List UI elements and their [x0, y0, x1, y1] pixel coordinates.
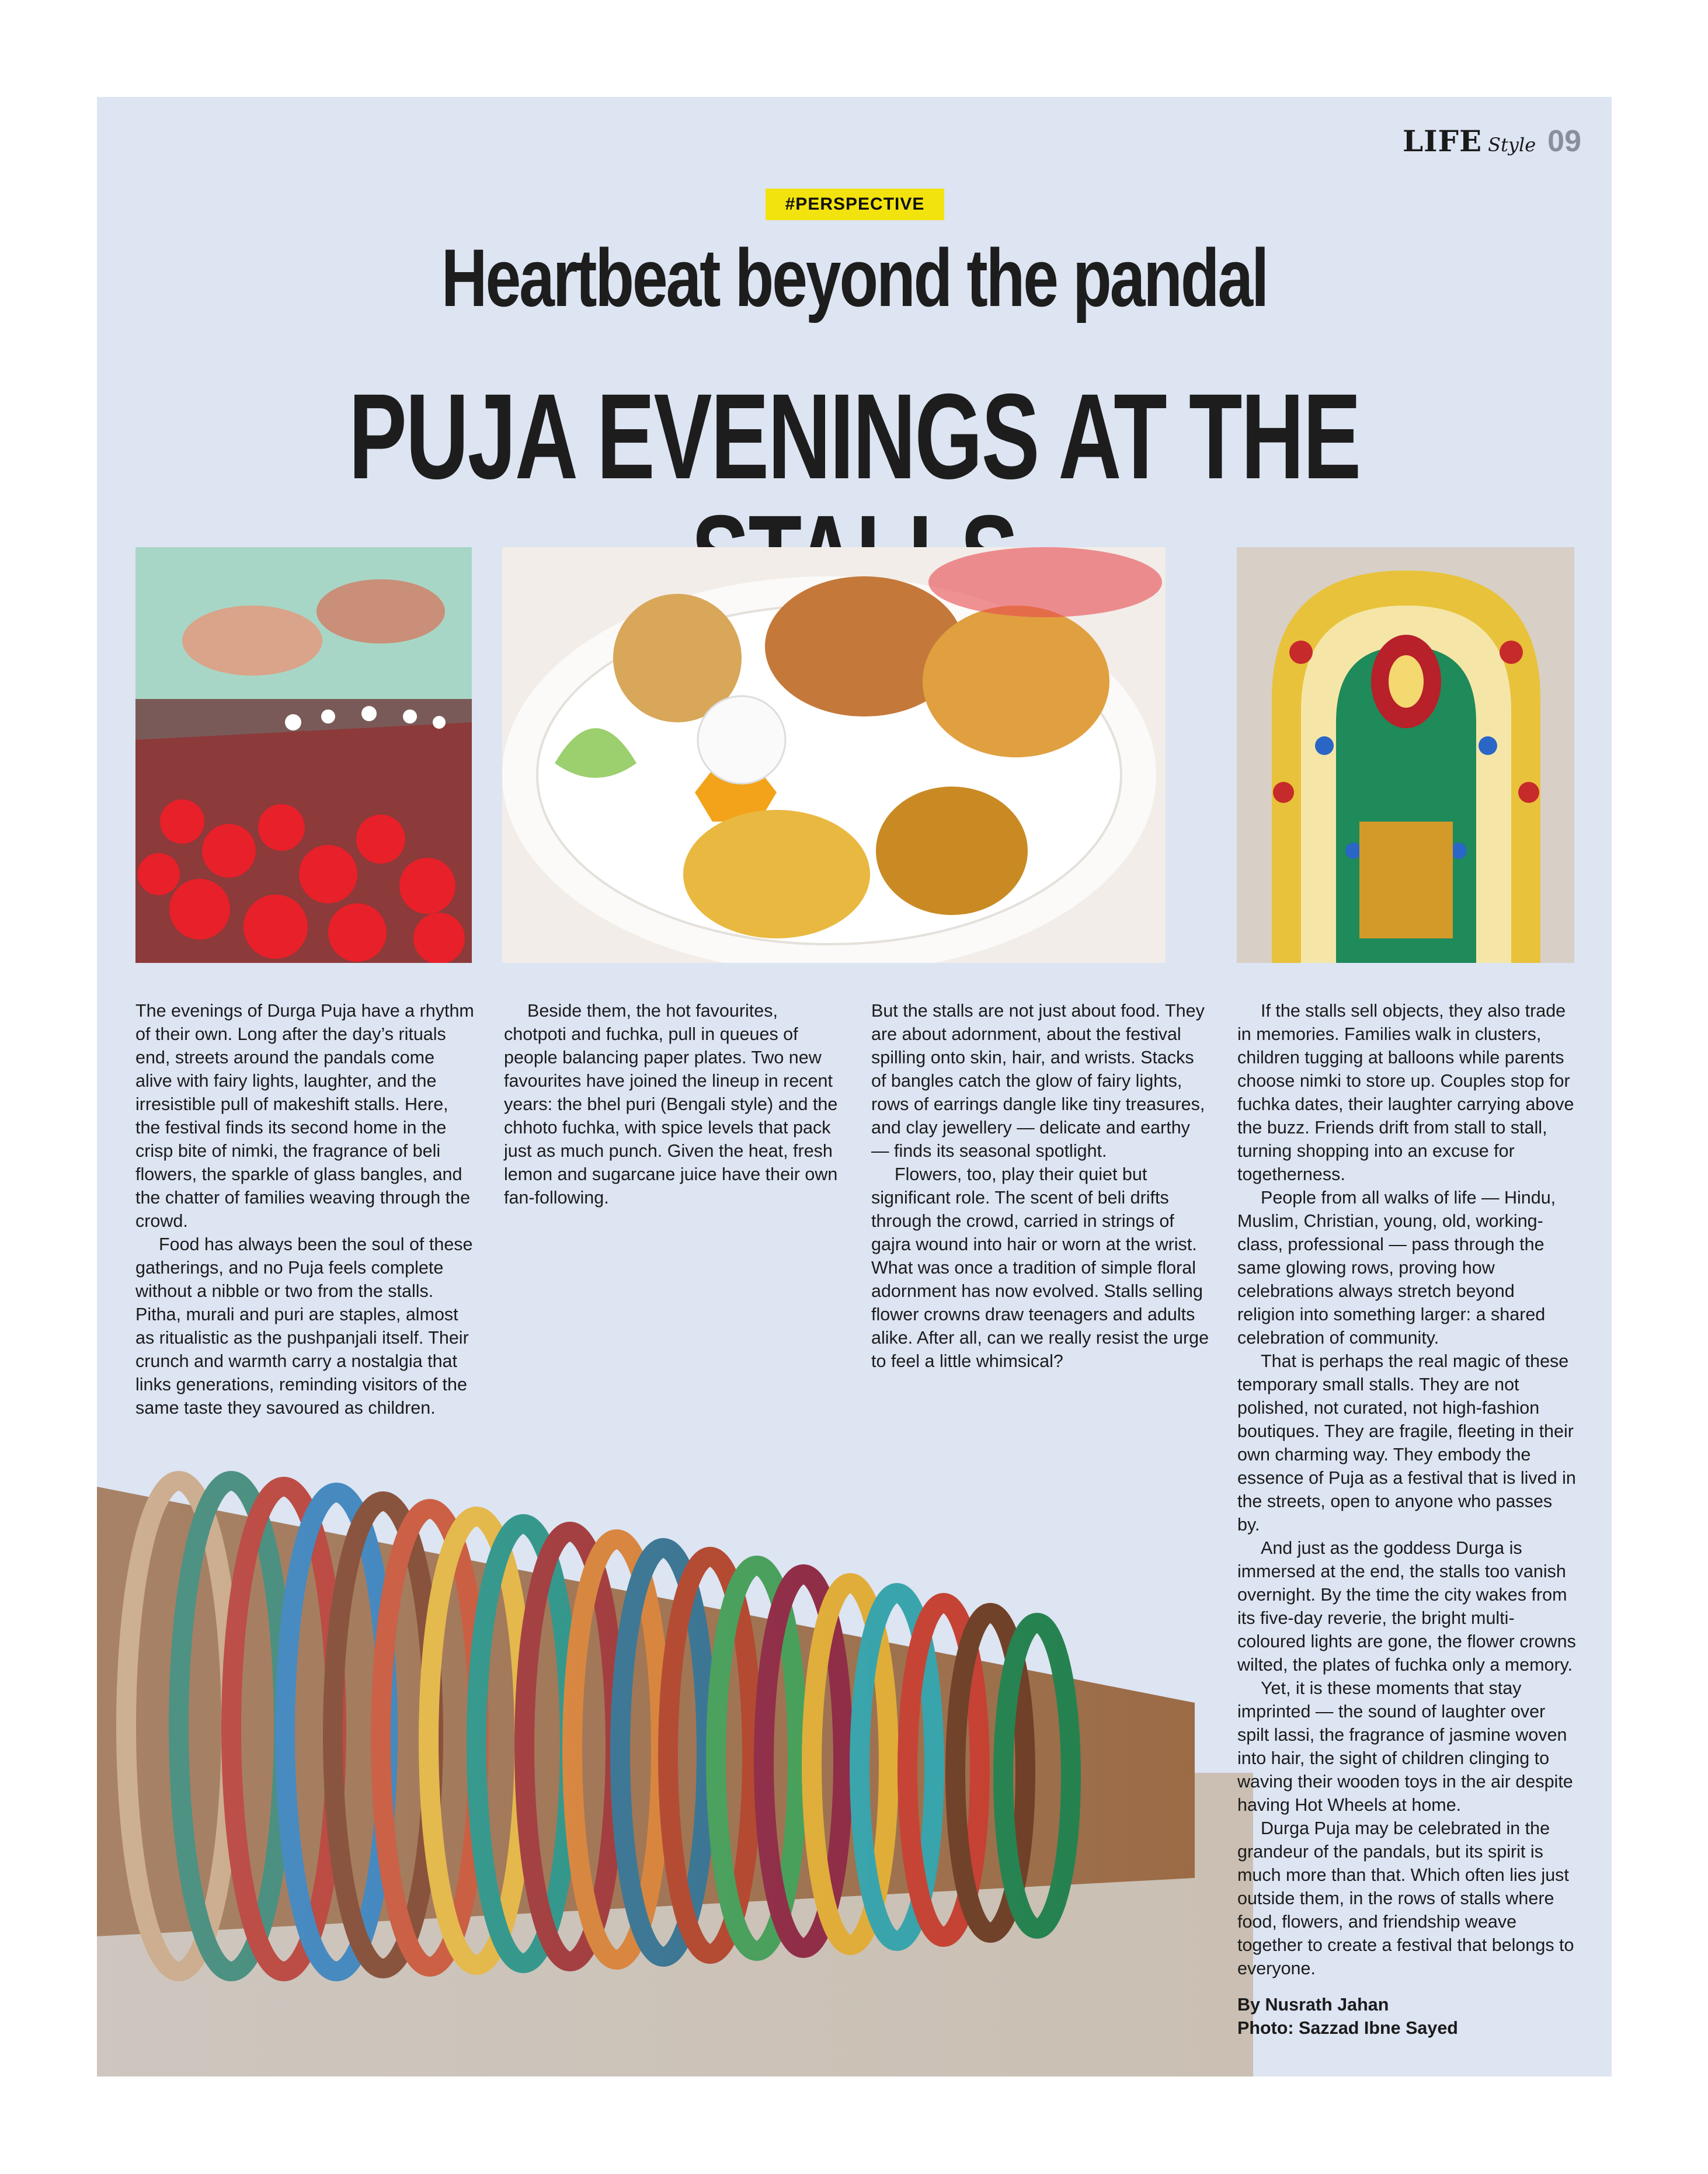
- page-panel: [97, 97, 1612, 2076]
- brand-logo-life: LIFE: [1402, 124, 1483, 158]
- article-paragraph: Yet, it is these moments that stay imprinted — the sound of laughter over spilt lassi, the fragrance of jasmine woven into hair, the sight of children clinging to waving their wooden toys in the air despite having Hot Wheels at home.: [1237, 1678, 1573, 1815]
- article-column-3: [871, 999, 1210, 1373]
- headline: Heartbeat beyond the pandal: [441, 232, 1268, 324]
- article-paragraph: The evenings of Durga Puja have a rhythm of their own. Long after the day’s rituals end, streets around the pandals come alive with fairy lights, laughter, and the irresistible pull of makeshift stalls. Here, the festival finds its second home in the crisp bite of nimki, the fragrance of beli flowers, the sparkle of glass bangles, and the chatter of families weaving through the crowd.: [135, 1001, 474, 1231]
- page-number: 09: [1547, 124, 1581, 158]
- jewellery-photo: [1237, 547, 1574, 963]
- article-paragraph: Beside them, the hot favourites, chotpoti and fuchka, pull in queues of people balancing paper plates. Two new favourites have joined the lineup in recent years: the bhel puri (Bengali style) and the chhoto fuchka, with spice levels that pack just as much punch. Given the heat, fresh lemon and sugarcane juice have their own fan-following.: [504, 1001, 838, 1208]
- article-column-1: [135, 999, 474, 1420]
- article-paragraph: Flowers, too, play their quiet but significant role. The scent of beli drifts through the crowd, carried in strings of gajra wound into hair or worn at the wrist. What was once a tradition of simple floral adornment has now evolved. Stalls selling flower crowns draw teenagers and adults alike. After all, can we really resist the urge to feel a little whimsical?: [871, 1164, 1209, 1371]
- magazine-brand: [1403, 124, 1581, 159]
- article-paragraph: But the stalls are not just about food. They are about adornment, about the festival spilling onto skin, hair, and wrists. Stacks of bangles catch the glow of fairy lights, rows of earrings dangle like tiny treasures, and clay jewellery — delicate and earthy — finds its seasonal spotlight.: [871, 1001, 1205, 1161]
- byline: [1237, 1993, 1576, 2040]
- flowers-photo: [135, 547, 472, 963]
- article-paragraph: That is perhaps the real magic of these temporary small stalls. They are not polished, not curated, not high-fashion boutiques. They are fragile, fleeting in their own charming way. They embody the essence of Puja as a festival that is lived in the streets, open to anyone who passes by.: [1237, 1351, 1576, 1535]
- article-paragraph: People from all walks of life — Hindu, Muslim, Christian, young, old, working-class, professional — pass through the same glowing rows, proving how celebrations always stretch beyond religion into something larger: a shared celebration of community.: [1237, 1188, 1556, 1348]
- article-paragraph: Food has always been the soul of these gatherings, and no Puja feels complete without a nibble or two from the stalls. Pitha, murali and puri are staples, almost as ritualistic as the pushpanjali itself. Their crunch and warmth carry a nostalgia that links generations, reminding visitors of the same taste they savoured as children.: [135, 1234, 473, 1418]
- brand-logo-style: Style: [1488, 134, 1536, 156]
- photo-credit: Photo: Sazzad Ibne Sayed: [1237, 2018, 1458, 2038]
- sweets-photo: [502, 547, 1166, 963]
- section-tag: #PERSPECTIVE: [766, 189, 944, 220]
- article-paragraph: If the stalls sell objects, they also trade in memories. Families walk in clusters, children tugging at balloons while parents choose nimki to store up. Couples stop for fuchka dates, their laughter carrying above the buzz. Friends drift from stall to stall, turning shopping into an excuse for togetherness.: [1237, 1001, 1574, 1184]
- article-column-4: [1237, 999, 1576, 2040]
- article-paragraph: Durga Puja may be celebrated in the grandeur of the pandals, but its spirit is much more than that. Which often lies just outside them, in the rows of stalls where food, flowers, and friendship weave together to create a festival that belongs to everyone.: [1237, 1818, 1574, 1978]
- author-credit: By Nusrath Jahan: [1237, 1995, 1389, 2015]
- article-column-2: [504, 999, 843, 1209]
- article-paragraph: And just as the goddess Durga is immersed at the end, the stalls too vanish overnight. By the time the city wakes from its five-day reverie, the bright multi-coloured lights are gone, the flower crowns wilted, the plates of fuchka only a memory.: [1237, 1538, 1576, 1675]
- subheadline: PUJA EVENINGS AT THE: [349, 369, 1360, 505]
